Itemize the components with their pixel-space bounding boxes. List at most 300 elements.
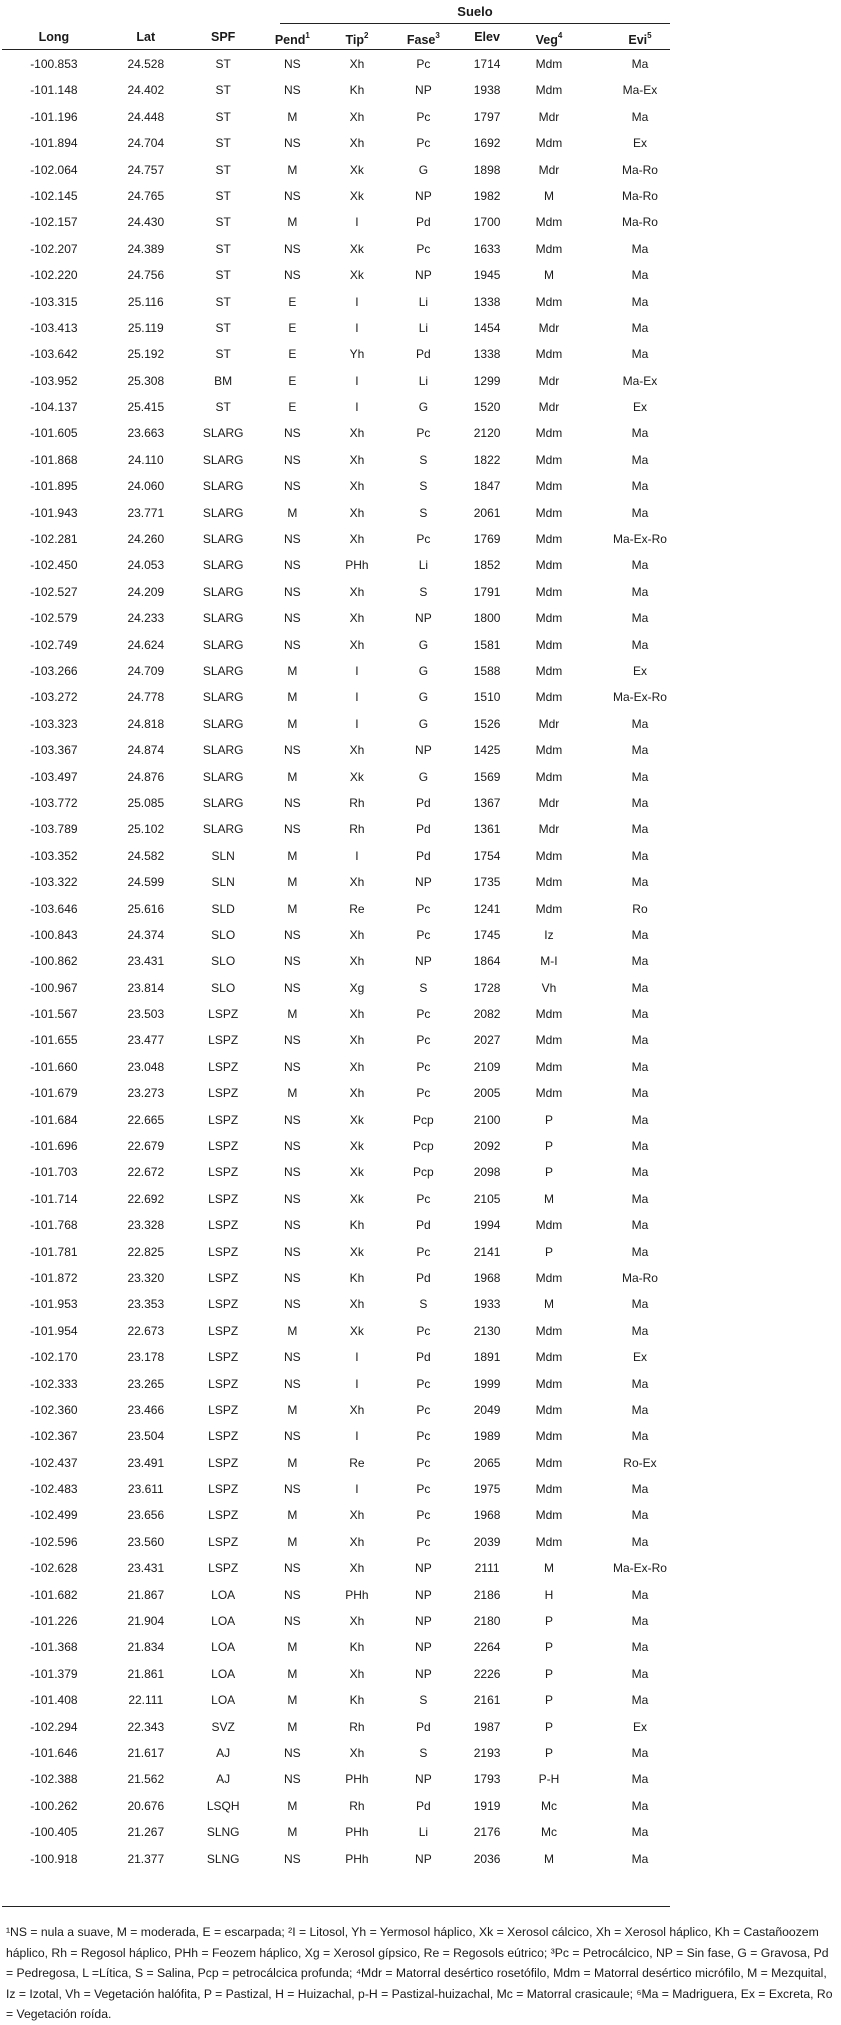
table-cell: Li <box>418 373 429 388</box>
table-cell: S <box>419 505 428 520</box>
table-row <box>2 447 670 473</box>
table-cell: Ma <box>631 558 649 573</box>
column-spacer <box>581 737 610 763</box>
table-cell: Ma <box>631 294 649 309</box>
table-cell: 25.616 <box>127 901 165 916</box>
table-cell: M <box>287 716 298 731</box>
table-cell: Kh <box>349 1640 365 1655</box>
table-cell: ST <box>215 294 231 309</box>
table-cell: M <box>287 1323 298 1338</box>
table-cell: ST <box>215 215 231 230</box>
table-cell: NS <box>283 1218 301 1233</box>
table-cell: LSPZ <box>208 1350 239 1365</box>
table-row <box>2 1608 670 1634</box>
table-cell: -100.843 <box>30 927 78 942</box>
column-spacer <box>581 552 610 578</box>
table-cell: M <box>287 505 298 520</box>
table-cell: Ma <box>631 1429 649 1444</box>
table-cell: LSPZ <box>208 1323 239 1338</box>
table-cell: SLARG <box>202 452 244 467</box>
table-cell: -100.853 <box>30 57 78 71</box>
table-cell: LSPZ <box>208 1297 239 1312</box>
table-cell: Ma <box>631 1323 649 1338</box>
table-cell: 24.874 <box>127 743 165 758</box>
table-cell: P <box>544 1693 553 1708</box>
table-cell: 1367 <box>473 795 501 810</box>
table-cell: -102.145 <box>30 188 78 203</box>
table-row <box>2 1555 670 1581</box>
table-cell: LOA <box>211 1614 236 1629</box>
table-cell: Kh <box>349 83 365 98</box>
table-cell: M <box>287 1402 298 1417</box>
table-cell: Ma <box>631 505 649 520</box>
table-cell: Pd <box>416 347 431 362</box>
table-cell: Ma <box>631 1534 649 1549</box>
table-cell: 23.771 <box>127 505 165 520</box>
table-cell: -102.220 <box>30 268 78 283</box>
table-cell: Mdm <box>535 347 563 362</box>
column-spacer <box>581 1344 610 1370</box>
column-spacer <box>581 1027 610 1053</box>
table-cell: 1581 <box>473 637 501 652</box>
table-cell: Ma <box>631 1508 649 1523</box>
table-cell: LSPZ <box>208 1270 239 1285</box>
table-cell: I <box>355 215 359 230</box>
table-cell: Xh <box>349 1666 365 1681</box>
table-cell: SVZ <box>211 1719 235 1734</box>
table-cell: 1526 <box>473 716 501 731</box>
table-cell: 22.692 <box>127 1191 165 1206</box>
table-cell: Ma <box>631 1798 649 1813</box>
table-cell: Mc <box>540 1825 557 1840</box>
table-row <box>2 236 670 262</box>
table-cell: Ma <box>631 1402 649 1417</box>
table-cell: M <box>287 690 298 705</box>
table-cell: I <box>355 373 359 388</box>
table-cell: Xk <box>349 1165 364 1180</box>
table-cell: Ma <box>631 1244 649 1259</box>
table-cell: Xk <box>349 188 364 203</box>
table-row <box>2 843 670 869</box>
table-cell: LSPZ <box>208 1376 239 1391</box>
column-spacer <box>581 473 610 499</box>
table-cell: 24.374 <box>127 927 165 942</box>
table-cell: 1728 <box>473 980 501 995</box>
table-cell: Mdm <box>535 901 563 916</box>
table-cell: SLARG <box>202 479 244 494</box>
column-spacer <box>581 816 610 842</box>
table-cell: NS <box>283 1376 301 1391</box>
table-cell: Xh <box>349 611 365 626</box>
table-cell: AJ <box>216 1746 231 1760</box>
table-cell: M <box>287 162 298 177</box>
column-spacer <box>581 764 610 790</box>
table-cell: PHh <box>345 558 369 573</box>
table-cell: 1735 <box>473 875 501 890</box>
table-cell: M <box>543 1191 554 1206</box>
table-cell: Mdm <box>535 426 563 441</box>
table-cell: SLD <box>211 901 235 916</box>
table-cell: 2186 <box>473 1587 501 1602</box>
table-cell: NS <box>283 1587 301 1602</box>
table-row <box>2 130 670 156</box>
table-cell: NS <box>283 83 301 98</box>
column-spacer <box>581 1687 610 1713</box>
table-cell: M <box>287 1798 298 1813</box>
table-cell: Mdm <box>535 1323 563 1338</box>
table-row <box>2 1846 670 1872</box>
column-spacer <box>581 1502 610 1528</box>
column-spacer <box>581 1740 610 1766</box>
table-cell: Xh <box>349 1534 365 1549</box>
table-row <box>2 658 670 684</box>
table-cell: Xk <box>349 1323 364 1338</box>
table-row <box>2 1133 670 1159</box>
table-cell: -101.196 <box>30 109 78 124</box>
table-cell: Ma <box>631 1007 649 1022</box>
column-spacer <box>581 711 610 737</box>
table-cell: 22.679 <box>127 1139 165 1154</box>
table-cell: -102.596 <box>30 1534 78 1549</box>
table-cell: Xh <box>349 57 365 71</box>
table-cell: Xh <box>349 109 365 124</box>
table-cell: -102.207 <box>30 241 78 256</box>
table-cell: -101.379 <box>30 1666 78 1681</box>
table-cell: M <box>287 1825 298 1840</box>
table-cell: 1425 <box>473 743 501 758</box>
table-cell: Kh <box>349 1693 365 1708</box>
table-cell: 24.430 <box>127 215 165 230</box>
table-cell: M <box>543 188 554 203</box>
table-cell: I <box>355 663 359 678</box>
table-row <box>2 1397 670 1423</box>
table-cell: NS <box>283 743 301 758</box>
table-cell: -103.413 <box>30 320 78 335</box>
column-spacer <box>581 1423 610 1449</box>
column-spacer <box>581 1239 610 1265</box>
table-cell: 2130 <box>473 1323 501 1338</box>
table-cell: M <box>543 1297 554 1312</box>
table-cell: 1700 <box>473 215 501 230</box>
table-cell: Mc <box>540 1798 557 1813</box>
table-cell: Pd <box>416 795 431 810</box>
table-cell: Rh <box>349 1798 365 1813</box>
table-cell: ST <box>215 241 231 256</box>
table-cell: NS <box>283 637 301 652</box>
table-row <box>2 500 670 526</box>
table-cell: Pc <box>416 241 431 256</box>
table-cell: 2141 <box>473 1244 501 1259</box>
table-cell: E <box>288 373 297 388</box>
column-spacer <box>581 843 610 869</box>
table-row <box>2 1186 670 1212</box>
table-cell: LSPZ <box>208 1007 239 1022</box>
table-cell: SLO <box>211 980 236 995</box>
table-cell: Ma <box>631 795 649 810</box>
table-cell: 1299 <box>473 373 501 388</box>
table-cell: ST <box>215 136 231 151</box>
table-cell: Xh <box>349 743 365 758</box>
table-cell: I <box>355 1350 359 1365</box>
table-cell: NS <box>283 188 301 203</box>
table-row <box>2 1634 670 1660</box>
table-cell: G <box>418 769 429 784</box>
table-cell: 2176 <box>473 1825 501 1840</box>
column-spacer <box>581 500 610 526</box>
table-cell: G <box>418 162 429 177</box>
table-cell: Xk <box>349 1244 364 1259</box>
table-row <box>2 1239 670 1265</box>
column-spacer <box>581 684 610 710</box>
table-cell: 21.267 <box>127 1825 165 1840</box>
table-cell: SLARG <box>202 743 244 758</box>
table-cell: 1714 <box>473 57 501 71</box>
table-cell: NP <box>415 83 432 98</box>
table-cell: I <box>355 848 359 863</box>
table-cell: 21.617 <box>127 1746 165 1760</box>
table-cell: 24.209 <box>127 584 165 599</box>
table-cell: Pcp <box>413 1112 434 1127</box>
table-cell: Ex <box>632 1719 647 1734</box>
table-cell: M <box>287 848 298 863</box>
table-cell: 1588 <box>473 663 501 678</box>
table-cell: Mdm <box>535 1455 563 1470</box>
table-cell: Mdr <box>538 400 560 415</box>
table-cell: P <box>544 1746 553 1760</box>
table-cell: 1569 <box>473 769 501 784</box>
table-cell: SLN <box>211 848 235 863</box>
table-cell: Mdm <box>535 848 563 863</box>
table-cell: Li <box>418 294 429 309</box>
table-cell: 2049 <box>473 1402 501 1417</box>
table-cell: LOA <box>211 1640 236 1655</box>
table-row <box>2 1265 670 1291</box>
table-cell: -101.954 <box>30 1323 78 1338</box>
table-cell: Xh <box>349 1402 365 1417</box>
table-cell: -103.272 <box>30 690 78 705</box>
table-cell: 23.663 <box>127 426 165 441</box>
table-cell: 24.756 <box>127 268 165 283</box>
table-row <box>2 948 670 974</box>
table-cell: -101.868 <box>30 452 78 467</box>
table-cell: LSPZ <box>208 1508 239 1523</box>
table-cell: G <box>418 400 429 415</box>
column-spacer <box>581 368 610 394</box>
table-cell: 1338 <box>473 294 501 309</box>
table-cell: 24.448 <box>127 109 165 124</box>
table-row <box>2 1027 670 1053</box>
table-cell: 22.665 <box>127 1112 165 1127</box>
table-cell: Ma <box>631 769 649 784</box>
table-cell: LSPZ <box>208 1086 239 1101</box>
table-cell: 23.814 <box>127 980 165 995</box>
table-cell: 24.060 <box>127 479 165 494</box>
table-cell: Pd <box>416 1270 431 1285</box>
table-cell: ST <box>215 347 231 362</box>
table-cell: 23.431 <box>127 1561 165 1576</box>
table-cell: 22.825 <box>127 1244 165 1259</box>
table-cell: 1945 <box>473 268 501 283</box>
table-cell: -102.388 <box>30 1772 78 1787</box>
table-cell: 1338 <box>473 347 501 362</box>
table-cell: 22.111 <box>128 1693 164 1708</box>
table-cell: Xh <box>349 1059 365 1074</box>
table-row <box>2 368 670 394</box>
table-cell: Ma <box>631 57 649 71</box>
column-spacer <box>581 1001 610 1027</box>
table-cell: 1361 <box>473 822 501 837</box>
table-cell: M <box>287 109 298 124</box>
table-cell: Mdm <box>535 875 563 890</box>
table-cell: Ma <box>631 347 649 362</box>
table-body <box>2 51 670 1872</box>
table-cell: 22.673 <box>127 1323 165 1338</box>
column-spacer <box>581 341 610 367</box>
table-cell: Ma <box>631 1033 649 1048</box>
table-cell: 1898 <box>473 162 501 177</box>
table-cell: E <box>288 347 297 362</box>
table-cell: S <box>419 980 428 995</box>
table-cell: NS <box>283 927 301 942</box>
table-cell: 1968 <box>473 1270 501 1285</box>
table-cell: PHh <box>345 1772 369 1787</box>
table-row <box>2 816 670 842</box>
table-cell: Pc <box>416 1007 431 1022</box>
table-cell: NS <box>283 954 301 969</box>
table-cell: Pd <box>416 848 431 863</box>
table-cell: -101.646 <box>30 1746 78 1760</box>
table-cell: 21.861 <box>127 1666 165 1681</box>
table-cell: P <box>544 1244 553 1259</box>
column-spacer <box>581 209 610 235</box>
table-cell: Ma <box>631 1640 649 1655</box>
table-cell: -101.895 <box>30 479 78 494</box>
table-cell: Ma-Ro <box>621 188 658 203</box>
table-cell: NS <box>283 452 301 467</box>
table-cell: -101.660 <box>30 1059 78 1074</box>
table-cell: -102.437 <box>30 1455 78 1470</box>
column-spacer <box>581 1371 610 1397</box>
table-cell: 2005 <box>473 1086 501 1101</box>
table-cell: Ex <box>632 1350 647 1365</box>
table-cell: P-H <box>538 1772 560 1787</box>
column-spacer <box>581 51 610 77</box>
table-row <box>2 420 670 446</box>
table-cell: LSPZ <box>208 1059 239 1074</box>
column-spacer <box>581 896 610 922</box>
table-cell: SLO <box>211 927 236 942</box>
table-cell: -102.333 <box>30 1376 78 1391</box>
table-cell: 2111 <box>474 1561 500 1576</box>
table-cell: 23.178 <box>127 1350 165 1365</box>
table-cell: -102.628 <box>30 1561 78 1576</box>
table-row <box>2 315 670 341</box>
table-cell: Pc <box>416 1033 431 1048</box>
table-cell: BM <box>214 373 233 388</box>
column-spacer <box>581 1714 610 1740</box>
table-cell: 2161 <box>473 1693 501 1708</box>
table-row <box>2 473 670 499</box>
table-cell: LSPZ <box>208 1191 239 1206</box>
table-cell: 24.528 <box>127 57 165 71</box>
table-row <box>2 896 670 922</box>
table-cell: NP <box>415 1614 432 1629</box>
table-row <box>2 209 670 235</box>
table-cell: M <box>543 1561 554 1576</box>
table-cell: Pc <box>416 1455 431 1470</box>
table-row <box>2 1054 670 1080</box>
table-cell: Mdm <box>535 479 563 494</box>
table-cell: Ma <box>631 1139 649 1154</box>
table-cell: Pc <box>416 1059 431 1074</box>
table-cell: Mdr <box>538 716 560 731</box>
table-cell: Mdm <box>535 294 563 309</box>
table-cell: Mdm <box>535 452 563 467</box>
column-spacer <box>581 1766 610 1792</box>
table-cell: NS <box>283 822 301 837</box>
table-row <box>2 1212 670 1238</box>
table-row <box>2 51 670 77</box>
table-cell: SLARG <box>202 584 244 599</box>
table-cell: NS <box>283 241 301 256</box>
table-cell: 23.048 <box>127 1059 165 1074</box>
table-cell: -101.714 <box>30 1191 78 1206</box>
table-cell: Xk <box>349 268 364 283</box>
column-spacer <box>581 948 610 974</box>
column-spacer <box>581 262 610 288</box>
table-cell: NS <box>283 1297 301 1312</box>
table-cell: 2039 <box>473 1534 501 1549</box>
table-cell: NS <box>283 1482 301 1497</box>
table-cell: 24.757 <box>127 162 165 177</box>
table-cell: -101.894 <box>30 136 78 151</box>
table-cell: Ma <box>631 848 649 863</box>
table-cell: 23.320 <box>127 1270 165 1285</box>
table-cell: Ma-Ro <box>621 162 658 177</box>
table-cell: ST <box>215 320 231 335</box>
table-cell: Ma <box>631 1666 649 1681</box>
table-cell: 24.765 <box>127 188 165 203</box>
column-header-1: Long <box>38 30 70 44</box>
column-spacer <box>581 1107 610 1133</box>
table-cell: -103.323 <box>30 716 78 731</box>
table-cell: SLARG <box>202 426 244 441</box>
table-cell: NS <box>283 1244 301 1259</box>
table-cell: -103.772 <box>30 795 78 810</box>
column-spacer <box>581 1608 610 1634</box>
table-row <box>2 684 670 710</box>
table-cell: -103.315 <box>30 294 78 309</box>
table-row <box>2 1819 670 1845</box>
table-cell: ST <box>215 268 231 283</box>
table-cell: 24.402 <box>127 83 165 98</box>
table-cell: 25.119 <box>127 320 164 335</box>
table-cell: Mdm <box>535 1270 563 1285</box>
table-cell: 23.611 <box>127 1482 164 1497</box>
column-spacer <box>581 1634 610 1660</box>
table-cell: -101.605 <box>30 426 78 441</box>
table-cell: -100.262 <box>30 1798 78 1813</box>
table-row <box>2 1291 670 1317</box>
table-cell: 1791 <box>473 584 501 599</box>
table-cell: M <box>287 1534 298 1549</box>
column-spacer <box>581 1054 610 1080</box>
table-cell: SLN <box>211 875 235 890</box>
column-spacer <box>581 922 610 948</box>
table-cell: Xk <box>349 241 364 256</box>
table-cell: 23.353 <box>127 1297 165 1312</box>
column-spacer <box>581 1291 610 1317</box>
